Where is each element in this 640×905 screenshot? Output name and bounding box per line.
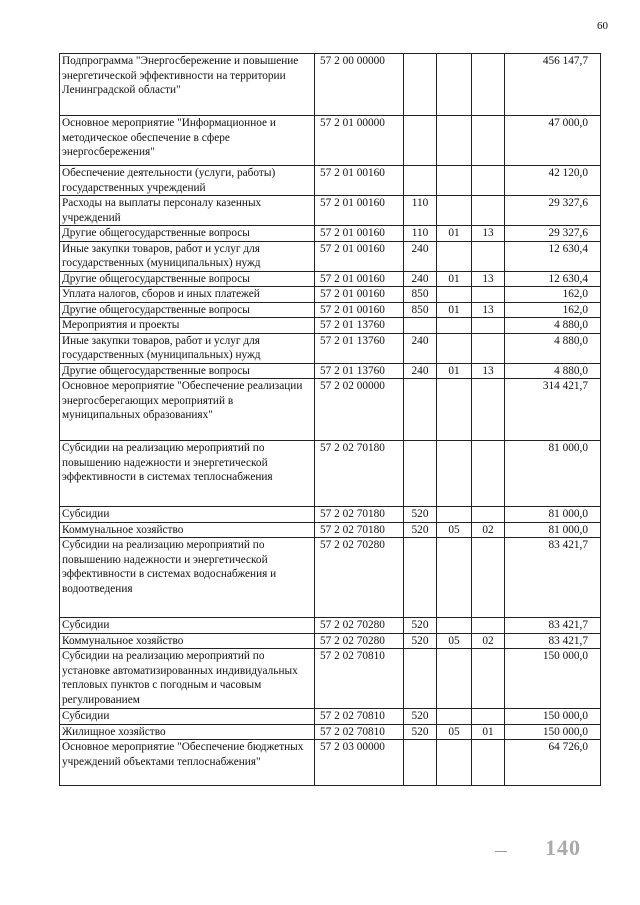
table-row xyxy=(60,318,601,334)
row-rz xyxy=(437,538,472,618)
row-rz xyxy=(437,379,472,441)
row-vr xyxy=(404,740,437,786)
row-vr: 240 xyxy=(404,333,437,363)
row-sum: 83 421,7 xyxy=(505,538,601,618)
row-name: Подпрограмма "Энергосбережение и повышение энергетической эффективности на территории Ленинградской области" xyxy=(60,54,315,116)
page-number: 60 xyxy=(597,20,608,32)
row-csr: 57 2 01 00160 xyxy=(315,226,404,242)
row-csr: 57 2 02 00000 xyxy=(315,379,404,441)
table-row xyxy=(60,633,601,649)
row-vr xyxy=(404,116,437,166)
row-pr xyxy=(472,287,505,303)
row-sum: 314 421,7 xyxy=(505,379,601,441)
row-csr: 57 2 00 00000 xyxy=(315,54,404,116)
row-name: Субсидии xyxy=(60,709,315,725)
row-rz xyxy=(437,196,472,226)
row-name: Субсидии на реализацию мероприятий по установке автоматизированных индивидуальных тепловых пунктов с погодным и часовым регулированием xyxy=(60,649,315,709)
row-sum: 456 147,7 xyxy=(505,54,601,116)
row-csr: 57 2 01 00160 xyxy=(315,196,404,226)
row-pr xyxy=(472,318,505,334)
table-row xyxy=(60,226,601,242)
row-pr: 13 xyxy=(472,302,505,318)
row-sum: 150 000,0 xyxy=(505,709,601,725)
row-pr xyxy=(472,379,505,441)
row-csr: 57 2 01 00160 xyxy=(315,271,404,287)
row-pr xyxy=(472,441,505,507)
row-pr xyxy=(472,538,505,618)
row-pr xyxy=(472,166,505,196)
table-row xyxy=(60,709,601,725)
table-row xyxy=(60,166,601,196)
row-sum: 64 726,0 xyxy=(505,740,601,786)
row-pr xyxy=(472,116,505,166)
row-sum: 81 000,0 xyxy=(505,507,601,523)
row-vr: 240 xyxy=(404,363,437,379)
row-sum: 81 000,0 xyxy=(505,522,601,538)
row-rz xyxy=(437,54,472,116)
footer-dash xyxy=(495,851,507,852)
row-csr: 57 2 03 00000 xyxy=(315,740,404,786)
row-vr: 520 xyxy=(404,709,437,725)
row-csr: 57 2 02 70280 xyxy=(315,618,404,634)
row-sum: 12 630,4 xyxy=(505,271,601,287)
row-csr: 57 2 01 00160 xyxy=(315,241,404,271)
row-vr: 110 xyxy=(404,226,437,242)
row-csr: 57 2 01 13760 xyxy=(315,333,404,363)
table-row xyxy=(60,302,601,318)
table-row xyxy=(60,196,601,226)
row-name: Другие общегосударственные вопросы xyxy=(60,302,315,318)
row-name: Уплата налогов, сборов и иных платежей xyxy=(60,287,315,303)
row-sum: 4 880,0 xyxy=(505,363,601,379)
row-name: Субсидии на реализацию мероприятий по повышению надежности и энергетической эффективности в системах водоснабжения и водоотведения xyxy=(60,538,315,618)
row-sum: 83 421,7 xyxy=(505,618,601,634)
row-sum: 4 880,0 xyxy=(505,333,601,363)
row-rz: 01 xyxy=(437,363,472,379)
row-csr: 57 2 02 70280 xyxy=(315,538,404,618)
row-pr xyxy=(472,709,505,725)
row-rz: 01 xyxy=(437,302,472,318)
table-row xyxy=(60,618,601,634)
row-name: Жилищное хозяйство xyxy=(60,724,315,740)
row-pr xyxy=(472,507,505,523)
row-sum: 150 000,0 xyxy=(505,724,601,740)
row-csr: 57 2 02 70180 xyxy=(315,507,404,523)
row-vr: 850 xyxy=(404,302,437,318)
row-pr: 13 xyxy=(472,226,505,242)
row-pr: 13 xyxy=(472,363,505,379)
row-vr: 240 xyxy=(404,241,437,271)
table-row xyxy=(60,724,601,740)
row-vr xyxy=(404,379,437,441)
row-name: Другие общегосударственные вопросы xyxy=(60,226,315,242)
row-sum: 162,0 xyxy=(505,302,601,318)
row-vr: 850 xyxy=(404,287,437,303)
row-rz: 01 xyxy=(437,271,472,287)
row-sum: 12 630,4 xyxy=(505,241,601,271)
row-vr xyxy=(404,649,437,709)
row-pr: 13 xyxy=(472,271,505,287)
row-sum: 162,0 xyxy=(505,287,601,303)
row-vr: 520 xyxy=(404,618,437,634)
row-name: Основное мероприятие "Обеспечение бюджетных учреждений объектами теплоснабжения" xyxy=(60,740,315,786)
row-name: Основное мероприятие "Информационное и методическое обеспечение в сфере энергосбережения" xyxy=(60,116,315,166)
row-vr: 110 xyxy=(404,196,437,226)
table-row xyxy=(60,538,601,618)
row-vr xyxy=(404,318,437,334)
row-csr: 57 2 02 70810 xyxy=(315,649,404,709)
row-pr xyxy=(472,333,505,363)
row-sum: 42 120,0 xyxy=(505,166,601,196)
row-rz: 05 xyxy=(437,522,472,538)
table-row xyxy=(60,441,601,507)
row-pr: 02 xyxy=(472,522,505,538)
table-row xyxy=(60,740,601,786)
row-csr: 57 2 02 70180 xyxy=(315,522,404,538)
row-name: Коммунальное хозяйство xyxy=(60,633,315,649)
row-csr: 57 2 01 00000 xyxy=(315,116,404,166)
table-row xyxy=(60,379,601,441)
row-rz xyxy=(437,618,472,634)
row-pr: 01 xyxy=(472,724,505,740)
row-rz xyxy=(437,507,472,523)
row-pr xyxy=(472,740,505,786)
row-sum: 4 880,0 xyxy=(505,318,601,334)
row-csr: 57 2 01 00160 xyxy=(315,166,404,196)
row-vr xyxy=(404,166,437,196)
row-rz xyxy=(437,333,472,363)
row-rz xyxy=(437,740,472,786)
row-pr: 02 xyxy=(472,633,505,649)
row-vr xyxy=(404,441,437,507)
table-row xyxy=(60,507,601,523)
row-csr: 57 2 02 70810 xyxy=(315,724,404,740)
row-vr: 520 xyxy=(404,522,437,538)
row-vr: 520 xyxy=(404,724,437,740)
row-rz xyxy=(437,241,472,271)
row-name: Субсидии на реализацию мероприятий по повышению надежности и энергетической эффективности в системах теплоснабжения xyxy=(60,441,315,507)
row-rz xyxy=(437,166,472,196)
row-rz xyxy=(437,318,472,334)
row-rz xyxy=(437,116,472,166)
row-pr xyxy=(472,196,505,226)
row-name: Коммунальное хозяйство xyxy=(60,522,315,538)
row-name: Другие общегосударственные вопросы xyxy=(60,363,315,379)
row-vr xyxy=(404,538,437,618)
row-name: Субсидии xyxy=(60,507,315,523)
footer-stamp: 140 xyxy=(545,835,581,860)
row-name: Основное мероприятие "Обеспечение реализации энергосберегающих мероприятий в муниципальных образованиях" xyxy=(60,379,315,441)
row-rz xyxy=(437,709,472,725)
table-row xyxy=(60,287,601,303)
row-vr: 520 xyxy=(404,633,437,649)
table-row xyxy=(60,522,601,538)
row-vr: 240 xyxy=(404,271,437,287)
table-row xyxy=(60,363,601,379)
row-csr: 57 2 01 00160 xyxy=(315,287,404,303)
row-name: Иные закупки товаров, работ и услуг для государственных (муниципальных) нужд xyxy=(60,333,315,363)
row-pr xyxy=(472,618,505,634)
row-name: Другие общегосударственные вопросы xyxy=(60,271,315,287)
row-rz: 05 xyxy=(437,633,472,649)
row-rz: 01 xyxy=(437,226,472,242)
row-rz xyxy=(437,287,472,303)
row-vr xyxy=(404,54,437,116)
row-csr: 57 2 02 70280 xyxy=(315,633,404,649)
row-name: Иные закупки товаров, работ и услуг для государственных (муниципальных) нужд xyxy=(60,241,315,271)
table-row xyxy=(60,271,601,287)
budget-table xyxy=(59,53,601,786)
row-csr: 57 2 01 13760 xyxy=(315,318,404,334)
row-rz xyxy=(437,441,472,507)
row-name: Субсидии xyxy=(60,618,315,634)
row-vr: 520 xyxy=(404,507,437,523)
row-rz: 05 xyxy=(437,724,472,740)
row-name: Расходы на выплаты персоналу казенных учреждений xyxy=(60,196,315,226)
row-pr xyxy=(472,241,505,271)
row-sum: 83 421,7 xyxy=(505,633,601,649)
row-sum: 47 000,0 xyxy=(505,116,601,166)
row-pr xyxy=(472,54,505,116)
row-sum: 29 327,6 xyxy=(505,196,601,226)
table-row xyxy=(60,116,601,166)
row-csr: 57 2 02 70810 xyxy=(315,709,404,725)
table-row xyxy=(60,54,601,116)
row-name: Обеспечение деятельности (услуги, работы) государственных учреждений xyxy=(60,166,315,196)
row-csr: 57 2 02 70180 xyxy=(315,441,404,507)
row-sum: 29 327,6 xyxy=(505,226,601,242)
row-sum: 81 000,0 xyxy=(505,441,601,507)
row-csr: 57 2 01 00160 xyxy=(315,302,404,318)
table-row xyxy=(60,333,601,363)
row-name: Мероприятия и проекты xyxy=(60,318,315,334)
table-row xyxy=(60,241,601,271)
row-csr: 57 2 01 13760 xyxy=(315,363,404,379)
row-sum: 150 000,0 xyxy=(505,649,601,709)
table-row xyxy=(60,649,601,709)
row-rz xyxy=(437,649,472,709)
row-pr xyxy=(472,649,505,709)
